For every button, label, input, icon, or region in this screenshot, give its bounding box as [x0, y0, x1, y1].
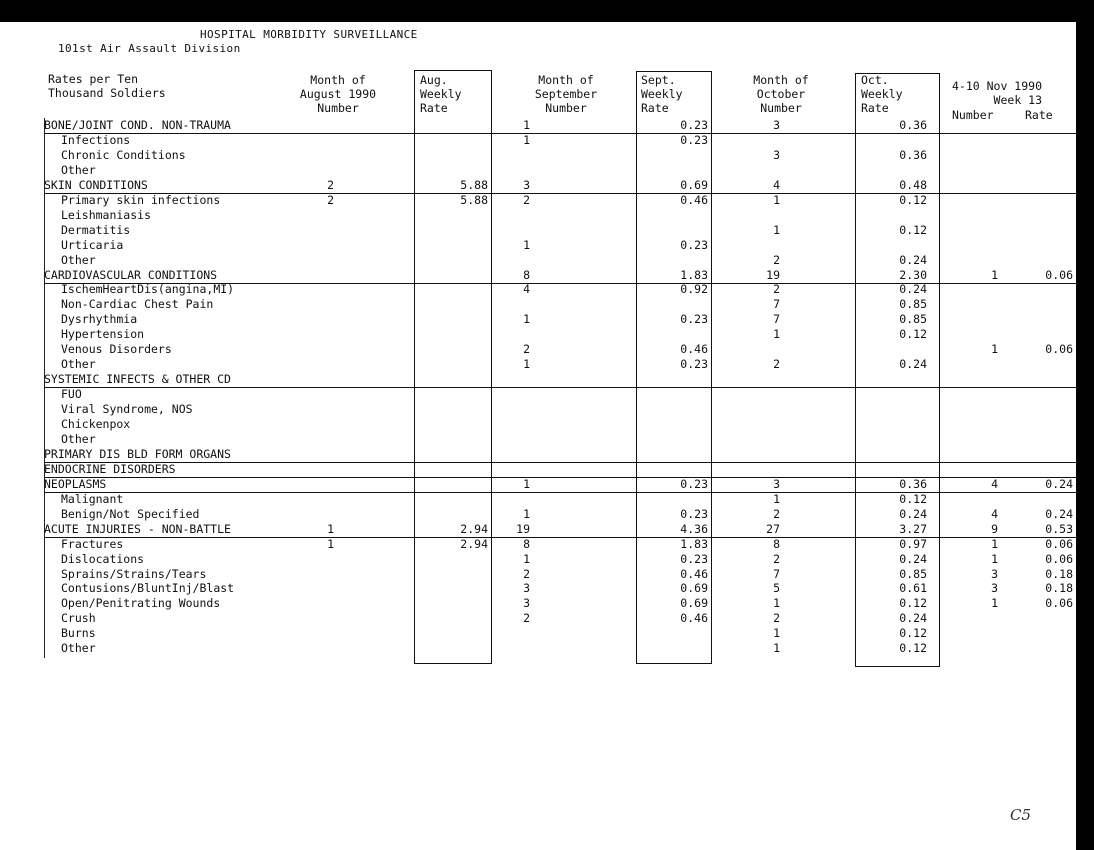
table-row [44, 552, 1076, 567]
nov-rate-cell: 0.18 [1045, 566, 1073, 581]
aug-number-cell: 2 [327, 177, 334, 192]
aug-rate-cell: 2.94 [460, 521, 488, 536]
sep-number-cell: 1 [523, 132, 530, 147]
row-label: Primary skin infections [61, 192, 221, 207]
oct-rate-cell: 0.36 [899, 147, 927, 162]
table-row [44, 417, 1076, 432]
sep-rate-cell: 0.23 [680, 312, 708, 327]
oct-rate-cell: 0.24 [899, 252, 927, 267]
nov-week-header: 4-10 Nov 1990 Week 13 [952, 79, 1043, 107]
oct-number-cell: 1 [773, 222, 780, 237]
sep-rate-cell: 0.46 [680, 566, 708, 581]
table-row [44, 238, 1076, 253]
row-label: Dermatitis [61, 222, 131, 237]
oct-number-cell: 1 [773, 626, 780, 641]
oct-number-cell: 4 [773, 177, 780, 192]
sep-number-cell: 1 [523, 118, 530, 132]
row-label: Other [61, 641, 96, 656]
sep-rate-cell: 0.23 [680, 551, 708, 566]
table-row [44, 297, 1076, 312]
row-label: ENDOCRINE DISORDERS [44, 461, 176, 476]
nov-rate-cell: 0.06 [1045, 536, 1073, 551]
sep-number-cell: 1 [523, 237, 530, 252]
sep-rate-cell: 0.23 [680, 118, 708, 132]
sep-rate-cell: 1.83 [680, 267, 708, 282]
category-row [44, 477, 1076, 493]
row-label: Dislocations [61, 551, 145, 566]
sep-number-cell: 3 [523, 596, 530, 611]
oct-number-cell: 3 [773, 118, 780, 132]
nov-number-cell: 1 [991, 267, 998, 282]
table-row [44, 357, 1076, 372]
nov-rate-cell: 0.06 [1045, 267, 1073, 282]
table-row [44, 596, 1076, 611]
sep-rate-header: Sept. Weekly Rate [641, 73, 683, 115]
sep-rate-cell: 0.46 [680, 342, 708, 357]
sep-number-cell: 8 [523, 536, 530, 551]
row-label: BONE/JOINT COND. NON-TRAUMA [44, 118, 231, 132]
oct-rate-cell: 0.48 [899, 177, 927, 192]
table-row [44, 253, 1076, 268]
oct-rate-cell: 0.36 [899, 118, 927, 132]
nov-number-cell: 4 [991, 476, 998, 491]
row-label: Hypertension [61, 327, 145, 342]
oct-number-cell: 1 [773, 641, 780, 656]
nov-number-cell: 1 [991, 551, 998, 566]
row-label: Chronic Conditions [61, 147, 186, 162]
sep-number-cell: 1 [523, 357, 530, 372]
nov-rate-cell: 0.24 [1045, 476, 1073, 491]
aug-number-cell: 1 [327, 521, 334, 536]
sep-rate-cell: 1.83 [680, 536, 708, 551]
oct-number-cell: 1 [773, 491, 780, 506]
sep-number-cell: 1 [523, 551, 530, 566]
oct-number-cell: 8 [773, 536, 780, 551]
aug-number-header: Month of August 1990 Number [299, 73, 377, 115]
table-row [44, 193, 1076, 208]
row-label: Non-Cardiac Chest Pain [61, 297, 214, 312]
table-row [44, 163, 1076, 178]
oct-rate-cell: 0.24 [899, 282, 927, 297]
oct-rate-cell: 0.24 [899, 611, 927, 626]
sep-number-cell: 3 [523, 581, 530, 596]
table-row [44, 387, 1076, 402]
row-label: Contusions/BluntInj/Blast [61, 581, 235, 596]
page-subtitle: 101st Air Assault Division [58, 42, 241, 55]
nov-number-cell: 3 [991, 566, 998, 581]
sep-number-cell: 2 [523, 611, 530, 626]
nov-number-header: Number [952, 108, 994, 122]
aug-number-cell: 1 [327, 536, 334, 551]
oct-number-cell: 2 [773, 551, 780, 566]
sep-rate-cell: 4.36 [680, 521, 708, 536]
page-title: HOSPITAL MORBIDITY SURVEILLANCE [200, 28, 418, 41]
table-row [44, 567, 1076, 582]
oct-rate-cell: 0.12 [899, 626, 927, 641]
oct-rate-header: Oct. Weekly Rate [861, 73, 903, 115]
row-label: SYSTEMIC INFECTS & OTHER CD [44, 372, 231, 387]
table-row [44, 626, 1076, 641]
table-row [44, 492, 1076, 507]
aug-rate-cell: 2.94 [460, 536, 488, 551]
table-row [44, 223, 1076, 238]
category-row [44, 118, 1076, 134]
table-row [44, 432, 1076, 447]
table-row [44, 327, 1076, 342]
row-label: Burns [61, 626, 96, 641]
row-label: Infections [61, 132, 131, 147]
oct-rate-cell: 0.24 [899, 357, 927, 372]
table-row [44, 133, 1076, 148]
nov-number-cell: 1 [991, 596, 998, 611]
row-label: Crush [61, 611, 96, 626]
oct-number-cell: 2 [773, 357, 780, 372]
sep-rate-cell: 0.23 [680, 476, 708, 491]
row-label: IschemHeartDis(angina,MI) [61, 282, 235, 297]
oct-rate-cell: 0.12 [899, 192, 927, 207]
oct-rate-cell: 0.12 [899, 327, 927, 342]
oct-number-cell: 3 [773, 476, 780, 491]
oct-rate-cell: 2.30 [899, 267, 927, 282]
aug-rate-header: Aug. Weekly Rate [420, 73, 462, 115]
oct-number-header: Month of October Number [753, 73, 809, 115]
nov-rate-cell: 0.18 [1045, 581, 1073, 596]
oct-rate-cell: 0.97 [899, 536, 927, 551]
oct-number-cell: 1 [773, 192, 780, 207]
oct-number-cell: 2 [773, 252, 780, 267]
row-label: Other [61, 431, 96, 446]
nov-number-cell: 3 [991, 581, 998, 596]
oct-rate-cell: 0.36 [899, 476, 927, 491]
table-row [44, 208, 1076, 223]
sep-rate-cell: 0.23 [680, 506, 708, 521]
aug-number-cell: 2 [327, 192, 334, 207]
oct-rate-cell: 0.24 [899, 506, 927, 521]
row-label: Other [61, 357, 96, 372]
row-label: Open/Penitrating Wounds [61, 596, 221, 611]
oct-number-cell: 2 [773, 506, 780, 521]
oct-rate-cell: 3.27 [899, 521, 927, 536]
oct-number-cell: 27 [766, 521, 780, 536]
category-row [44, 372, 1076, 388]
sep-rate-cell: 0.46 [680, 611, 708, 626]
oct-rate-cell: 0.12 [899, 596, 927, 611]
sep-rate-cell: 0.69 [680, 581, 708, 596]
nov-number-cell: 9 [991, 521, 998, 536]
oct-number-cell: 7 [773, 312, 780, 327]
table-row [44, 581, 1076, 596]
sep-rate-cell: 0.23 [680, 357, 708, 372]
row-label: Benign/Not Specified [61, 506, 200, 521]
oct-number-cell: 1 [773, 327, 780, 342]
oct-number-cell: 7 [773, 566, 780, 581]
row-label: Malignant [61, 491, 124, 506]
nov-rate-cell: 0.06 [1045, 342, 1073, 357]
table-row [44, 402, 1076, 417]
table-row [44, 282, 1076, 297]
row-label: NEOPLASMS [44, 476, 107, 491]
sep-rate-cell: 0.92 [680, 282, 708, 297]
scan-top-border [0, 0, 1094, 22]
scan-right-border [1076, 22, 1094, 850]
category-row [44, 268, 1076, 284]
sep-number-cell: 8 [523, 267, 530, 282]
oct-number-cell: 1 [773, 596, 780, 611]
oct-rate-cell: 0.85 [899, 566, 927, 581]
sep-rate-cell: 0.69 [680, 596, 708, 611]
table-row [44, 641, 1076, 656]
nov-rate-cell: 0.06 [1045, 551, 1073, 566]
category-row [44, 462, 1076, 478]
table-row [44, 507, 1076, 522]
category-row [44, 522, 1076, 538]
row-label: ACUTE INJURIES - NON-BATTLE [44, 521, 231, 536]
sep-number-cell: 2 [523, 342, 530, 357]
row-label: FUO [61, 387, 82, 402]
aug-rate-cell: 5.88 [460, 177, 488, 192]
sep-number-cell: 1 [523, 476, 530, 491]
nov-rate-cell: 0.53 [1045, 521, 1073, 536]
handwritten-note: C5 [1010, 806, 1032, 824]
oct-number-cell: 19 [766, 267, 780, 282]
sep-number-cell: 2 [523, 566, 530, 581]
row-label: Viral Syndrome, NOS [61, 402, 193, 417]
oct-number-cell: 7 [773, 297, 780, 312]
oct-rate-cell: 0.24 [899, 551, 927, 566]
sep-number-cell: 2 [523, 192, 530, 207]
sep-rate-cell: 0.46 [680, 192, 708, 207]
nov-rate-cell: 0.24 [1045, 506, 1073, 521]
row-label: PRIMARY DIS BLD FORM ORGANS [44, 446, 231, 461]
nov-rate-header: Rate [1025, 108, 1053, 122]
table-row [44, 342, 1076, 357]
nov-rate-cell: 0.06 [1045, 596, 1073, 611]
row-label: Leishmaniasis [61, 207, 152, 222]
category-row [44, 178, 1076, 194]
sep-number-cell: 4 [523, 282, 530, 297]
aug-rate-cell: 5.88 [460, 192, 488, 207]
oct-rate-cell: 0.12 [899, 641, 927, 656]
oct-number-cell: 5 [773, 581, 780, 596]
sep-rate-cell: 0.23 [680, 237, 708, 252]
oct-rate-cell: 0.85 [899, 312, 927, 327]
sep-number-cell: 1 [523, 506, 530, 521]
oct-number-cell: 2 [773, 282, 780, 297]
row-label: Chickenpox [61, 417, 131, 431]
sep-rate-cell: 0.23 [680, 132, 708, 147]
sep-rate-cell: 0.69 [680, 177, 708, 192]
sep-number-cell: 1 [523, 312, 530, 327]
oct-rate-cell: 0.12 [899, 491, 927, 506]
sep-number-cell: 3 [523, 177, 530, 192]
table-row [44, 537, 1076, 552]
table-row [44, 611, 1076, 626]
row-label: Other [61, 252, 96, 267]
oct-rate-cell: 0.61 [899, 581, 927, 596]
nov-number-cell: 1 [991, 342, 998, 357]
row-label: CARDIOVASCULAR CONDITIONS [44, 267, 218, 282]
table-row [44, 312, 1076, 327]
category-row [44, 447, 1076, 463]
oct-number-cell: 2 [773, 611, 780, 626]
row-label: Fractures [61, 536, 124, 551]
oct-number-cell: 3 [773, 147, 780, 162]
row-label: Other [61, 162, 96, 177]
sep-number-header: Month of September Number [534, 73, 598, 115]
oct-rate-cell: 0.12 [899, 222, 927, 237]
nov-number-cell: 4 [991, 506, 998, 521]
table-row [44, 148, 1076, 163]
nov-number-cell: 1 [991, 536, 998, 551]
row-label: Urticaria [61, 237, 124, 252]
row-label: Venous Disorders [61, 342, 172, 357]
sep-number-cell: 19 [516, 521, 530, 536]
oct-rate-cell: 0.85 [899, 297, 927, 312]
rates-label-header: Rates per Ten Thousand Soldiers [48, 72, 166, 100]
row-label: Sprains/Strains/Tears [61, 566, 207, 581]
row-label: Dysrhythmia [61, 312, 138, 327]
row-label: SKIN CONDITIONS [44, 177, 148, 192]
